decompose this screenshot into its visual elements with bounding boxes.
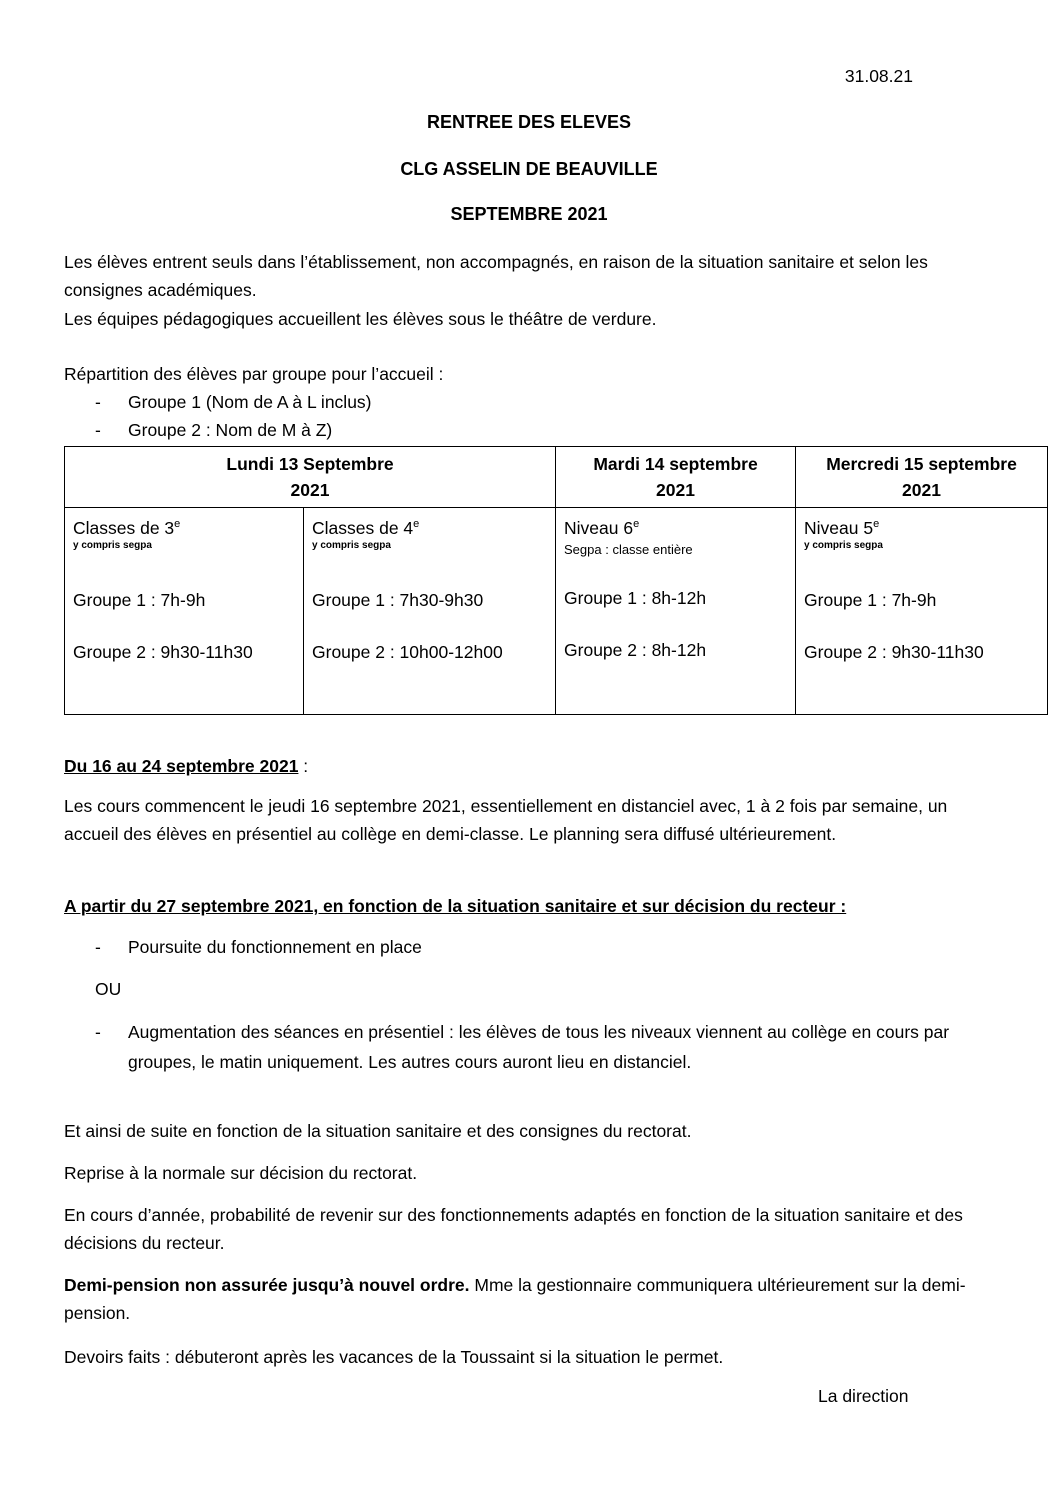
header-tuesday-line2: 2021 [656, 480, 695, 500]
header-wednesday-line2: 2021 [902, 480, 941, 500]
group-item-1-text: Groupe 1 (Nom de A à L inclus) [128, 392, 372, 412]
closing-paragraph-1: Et ainsi de suite en fonction de la situation sanitaire et des consignes du rectorat. [64, 1121, 692, 1141]
period2-option2-text: Augmentation des séances en présentiel : les élèves de tous les niveaux viennent au collège en cours par groupes, le matin uniquement. Les autres cours auront lieu en distanciel. [128, 1022, 950, 1072]
period2-option1-text: Poursuite du fonctionnement en place [128, 937, 422, 957]
cell-5e-level: Niveau 5 [804, 517, 874, 538]
demi-pension-rest: Mme la gestionnaire communiquera ultérieurement sur la demi-pension. [64, 1275, 966, 1323]
period2-option1: - Poursuite du fonctionnement en place [95, 937, 422, 957]
cell-6e-level: Niveau 6 [564, 517, 634, 538]
schedule-header-row [65, 447, 1048, 508]
cell-4e [304, 508, 556, 715]
demi-pension-paragraph [64, 1271, 1004, 1327]
cell-3e [65, 508, 304, 715]
header-tuesday-line1: Mardi 14 septembre [593, 454, 758, 474]
cell-3e-level: Classes de 3 [73, 517, 175, 538]
period1-heading: Du 16 au 24 septembre 2021 [64, 756, 299, 776]
header-monday-line2: 2021 [290, 480, 330, 500]
demi-pension-bold: Demi-pension non assurée jusqu’à nouvel ordre. [64, 1275, 470, 1295]
title-line-2: CLG ASSELIN DE BEAUVILLE [400, 159, 658, 179]
cell-3e-group1: Groupe 1 : 7h-9h [73, 589, 206, 610]
cell-5e-group1: Groupe 1 : 7h-9h [804, 589, 937, 610]
period1-heading-suffix: : [298, 756, 309, 776]
cell-3e-sub: y compris segpa [73, 539, 152, 551]
header-monday [65, 447, 556, 508]
cell-3e-title [73, 512, 295, 540]
title-line-1: RENTREE DES ELEVES [426, 112, 632, 132]
cell-3e-group2: Groupe 2 : 9h30-11h30 [73, 641, 253, 662]
intro-paragraph-2: Les équipes pédagogiques accueillent les élèves sous le théâtre de verdure. [64, 309, 657, 329]
cell-6e-group2: Groupe 2 : 8h-12h [564, 639, 707, 660]
cell-5e-title [804, 512, 1039, 540]
devoirs-paragraph: Devoirs faits : débuteront après les vacances de la Toussaint si la situation le permet. [64, 1347, 724, 1367]
period2-heading-line [64, 892, 1004, 920]
cell-5e-group2: Groupe 2 : 9h30-11h30 [804, 641, 984, 662]
period2-option2: - Augmentation des séances en présentiel : les élèves de tous les niveaux viennent au collège en cours par groupes, le matin uniquement. Les autres cours auront lieu en distanciel. [95, 1022, 950, 1072]
schedule-table [64, 446, 1048, 715]
header-wednesday-line1: Mercredi 15 septembre [826, 454, 1017, 474]
groups-intro: Répartition des élèves par groupe pour l’accueil : [64, 364, 444, 384]
group-item-1: - Groupe 1 (Nom de A à L inclus) [95, 392, 372, 412]
title-line-3: SEPTEMBRE 2021 [450, 204, 608, 224]
closing-paragraph-3: En cours d’année, probabilité de revenir sur des fonctionnements adaptés en fonction de la situation sanitaire et des décisions du recteur. [64, 1205, 963, 1253]
header-tuesday [556, 447, 796, 508]
period2-heading: A partir du 27 septembre 2021, en fonction de la situation sanitaire et sur décision du recteur : [64, 896, 847, 916]
period1-text: Les cours commencent le jeudi 16 septembre 2021, essentiellement en distanciel avec, 1 à 2 fois par semaine, un accueil des élèves en présentiel au collège en demi-classe. Le planning sera diffusé ultérieurement. [64, 796, 948, 844]
cell-5e-sub: y compris segpa [804, 539, 883, 551]
cell-4e-group1: Groupe 1 : 7h30-9h30 [312, 589, 484, 610]
cell-6e-title [564, 512, 787, 540]
cell-3e-sup: e [174, 518, 181, 530]
cell-6e-group1: Groupe 1 : 8h-12h [564, 587, 707, 608]
group-item-2-text: Groupe 2 : Nom de M à Z) [128, 420, 333, 440]
cell-6e-sub: Segpa : classe entière [564, 541, 693, 557]
header-wednesday [796, 447, 1048, 508]
signature: La direction [818, 1386, 909, 1406]
period1-heading-line [64, 752, 1004, 780]
group-item-2: - Groupe 2 : Nom de M à Z) [95, 420, 333, 440]
schedule-body-row [65, 508, 1048, 715]
cell-4e-sup: e [413, 518, 420, 530]
cell-6e-sup: e [633, 518, 640, 530]
document-date: 31.08.21 [844, 66, 913, 86]
cell-5e [796, 508, 1048, 715]
cell-4e-sub: y compris segpa [312, 539, 391, 551]
cell-4e-title [312, 512, 547, 540]
intro-paragraph-1: Les élèves entrent seuls dans l’établissement, non accompagnés, en raison de la situation sanitaire et selon les consignes académiques. [64, 252, 928, 300]
header-monday-line1: Lundi 13 Septembre [226, 454, 394, 474]
cell-6e [556, 508, 796, 715]
closing-paragraph-2: Reprise à la normale sur décision du rectorat. [64, 1163, 418, 1183]
cell-4e-level: Classes de 4 [312, 517, 414, 538]
cell-5e-sup: e [873, 518, 880, 530]
cell-4e-group2: Groupe 2 : 10h00-12h00 [312, 641, 503, 662]
period2-or: OU [95, 979, 122, 999]
